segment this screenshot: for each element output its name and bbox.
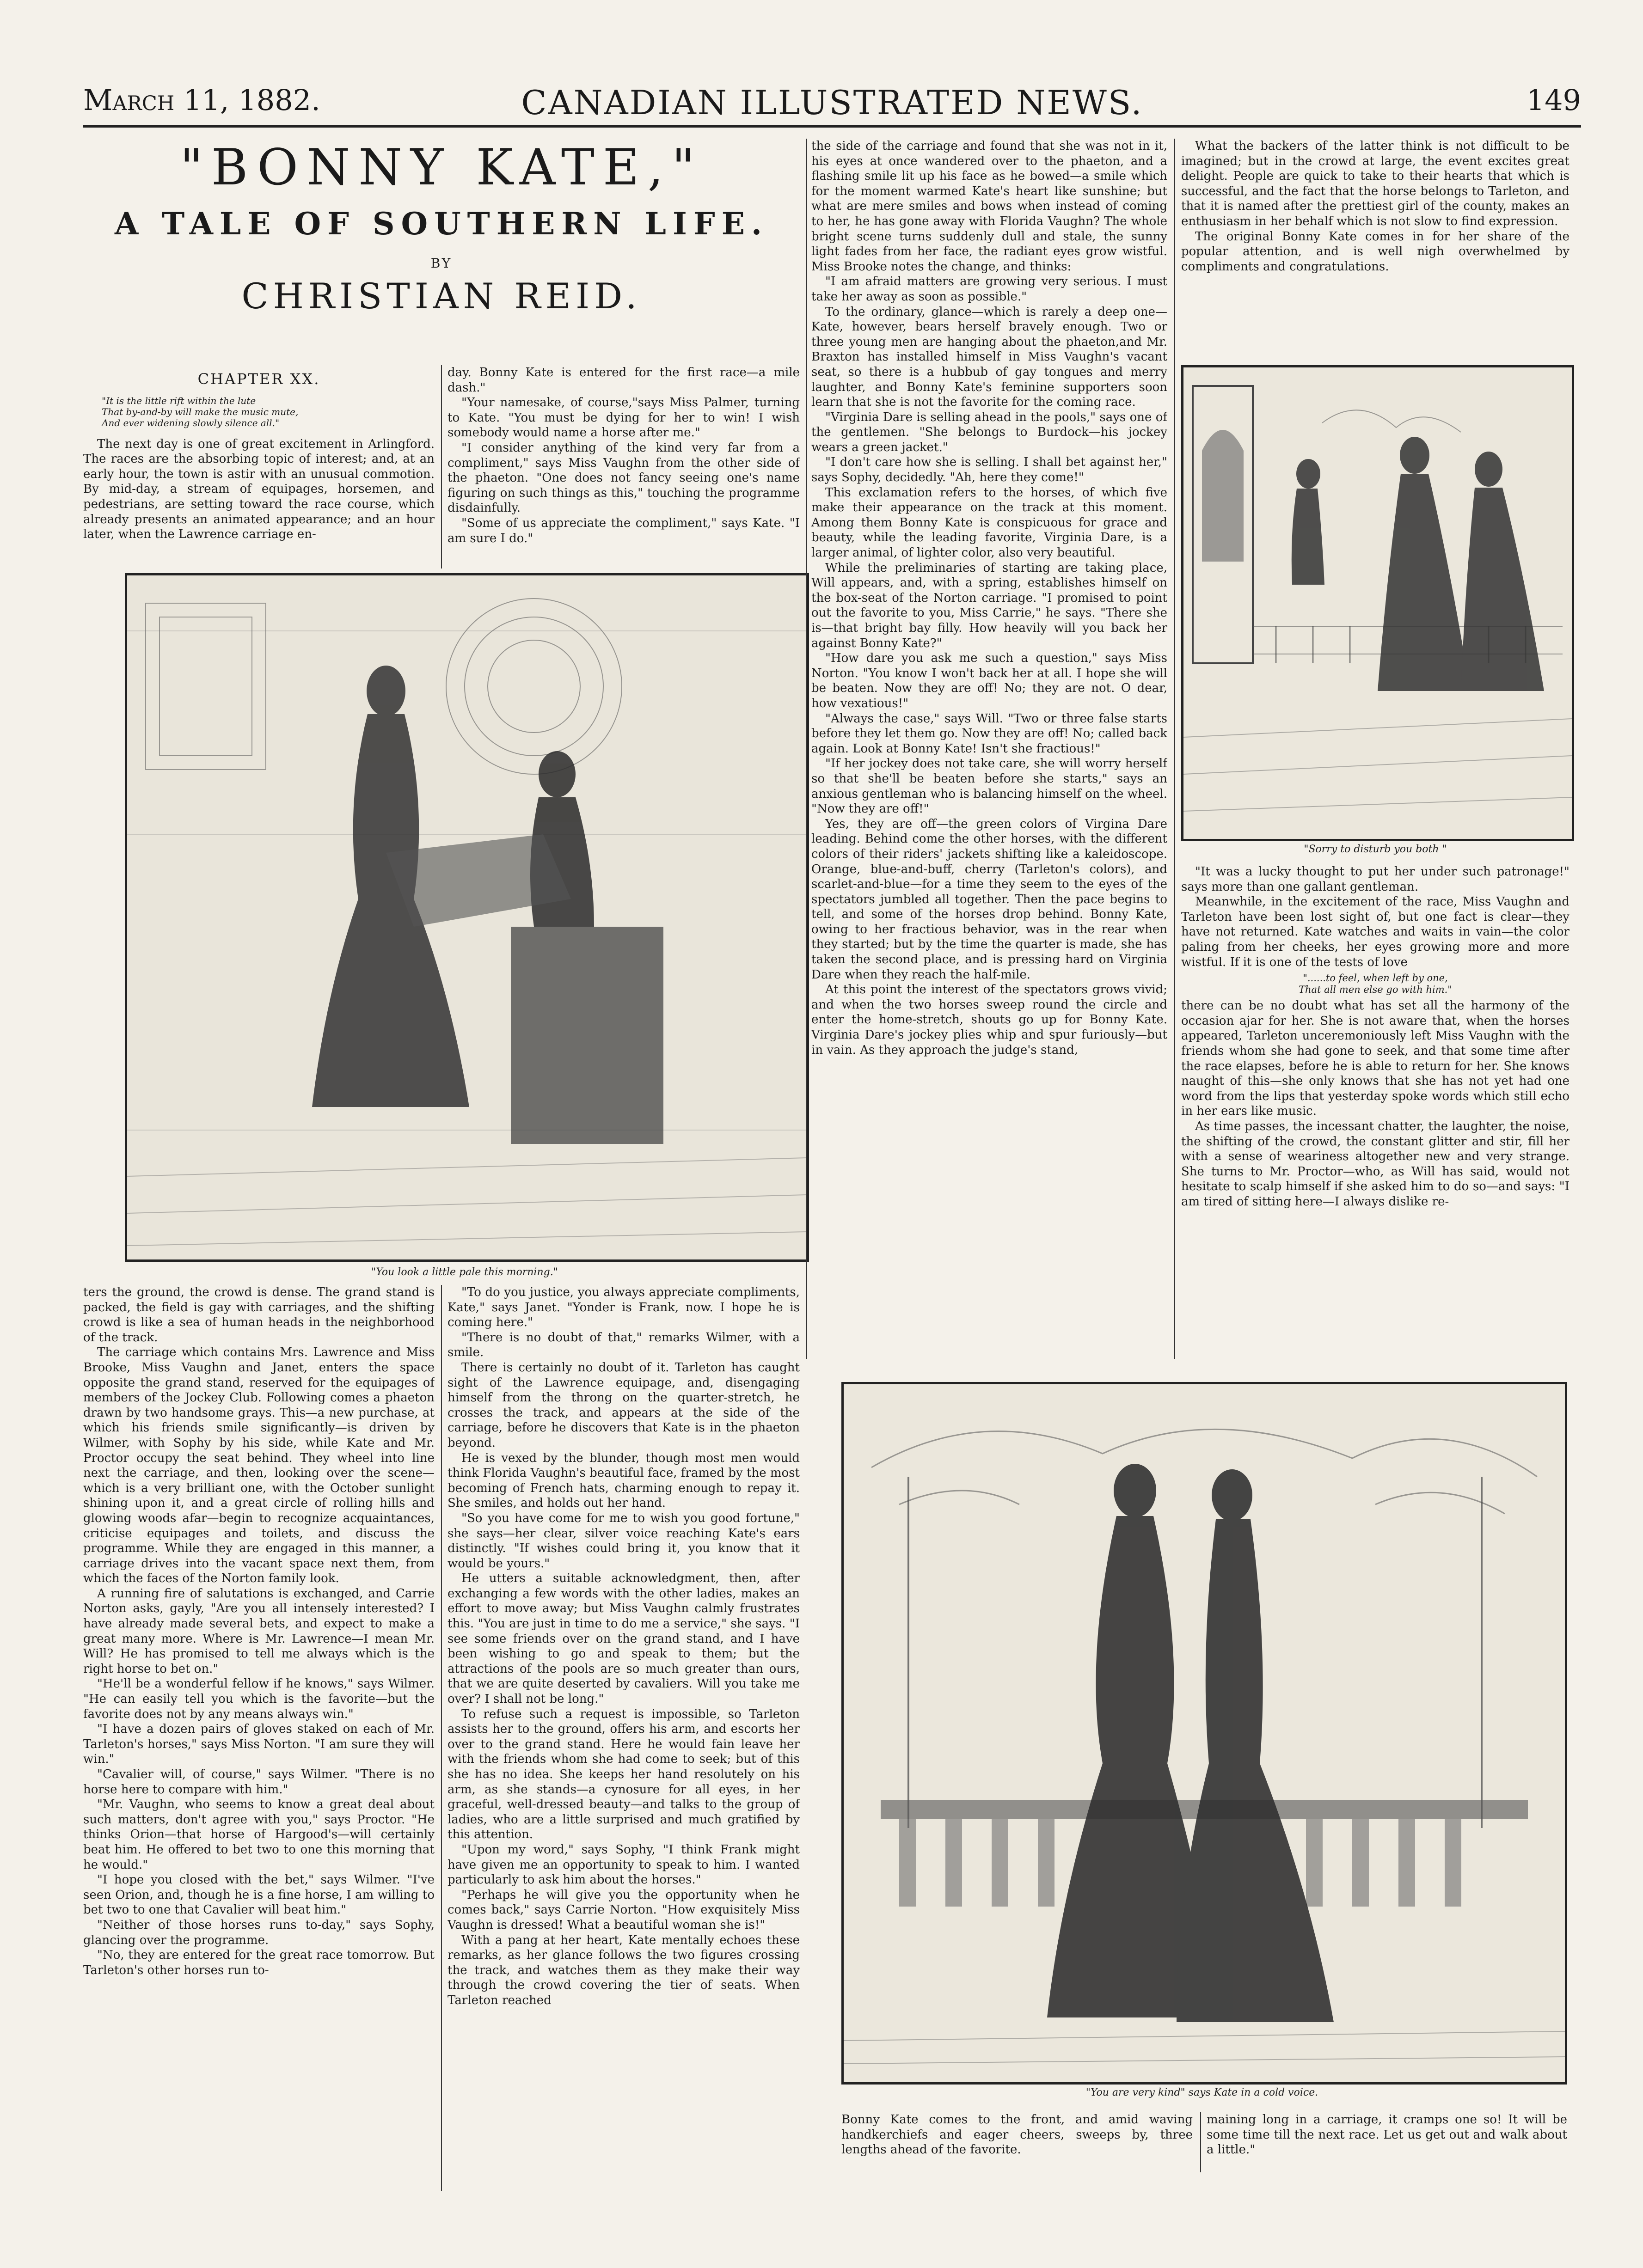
epigraph-line: And ever widening slowly silence all."	[102, 417, 280, 428]
column-rule	[1200, 2112, 1201, 2172]
paragraph: "Upon my word," says Sophy, "I think Frank might have given me an opportunity to speak to him. I wanted particularly to ask him about the horses."	[448, 1842, 800, 1887]
engraving-balcony	[844, 1384, 1565, 2082]
issue-date: March 11, 1882.	[83, 83, 320, 117]
epigraph-line: "It is the little rift within the lute	[102, 395, 256, 406]
paragraph: "Your namesake, of course,"says Miss Palmer, turning to Kate. "You must be dying for her to win! I wish somebody would name a horse after me."	[448, 396, 800, 440]
paragraph: ters the ground, the crowd is dense. The grand stand is packed, the field is gay with carriages, and the shifting crowd is like a sea of human heads in the neighborhood of the track.	[83, 1285, 435, 1345]
paragraph: day. Bonny Kate is entered for the first race—a mile dash."	[448, 366, 800, 395]
paragraph: "I have a dozen pairs of gloves staked on each of Mr. Tarleton's horses," says Miss Norton. "I am sure they will win."	[83, 1722, 435, 1767]
verse-line: "......to feel, when left by one,	[1303, 972, 1448, 984]
paragraph: He is vexed by the blunder, though most men would think Florida Vaughn's beautiful face, framed by the most becoming of French hats, charming enough to repay it. She smiles, and holds out her hand.	[448, 1451, 800, 1510]
column-2-bottom	[448, 1285, 800, 2191]
illustration-doorway	[1181, 365, 1574, 841]
column-2-top	[448, 365, 800, 564]
paragraph: the side of the carriage and found that she was not in it, his eyes at once wandered over to the phaeton, and a flashing smile lit up his face as he bowed—a smile which for the moment warmed Kate's heart like sunshine; but what are mere smiles and bows when instead of coming to her, he has gone away with Florida Vaughn? The whole bright scene turns suddenly dull and stale, the sunny light fades from her face, the radiant eyes grow wistful. Miss Brooke notes the change, and thinks:	[811, 139, 1167, 274]
story-subtitle: A TALE OF SOUTHERN LIFE.	[115, 206, 768, 242]
paragraph: With a pang at her heart, Kate mentally echoes these remarks, as her glance follows the two figures crossing the track, and watches them as they make their way through the crowd covering the tier of seats. When Tarleton reached	[448, 1933, 800, 2007]
illustration-balcony	[841, 1382, 1567, 2085]
paragraph: maining long in a carriage, it cramps one so! It will be some time till the next race. Let us get out and walk about a little."	[1207, 2113, 1567, 2157]
paragraph: The carriage which contains Mrs. Lawrence and Miss Brooke, Miss Vaughn and Janet, enters the space opposite the grand stand, reserved for the equipages of members of the Jockey Club. Following comes a phaeton drawn by two handsome grays. This—a new purchase, at which his friends smile significantly—is driven by Wilmer, with Sophy by his side, while Kate and Mr. Proctor occupy the seat behind. They wheel into line next the carriage, and then, looking over the scene—which is a very brilliant one, with the October sunlight shining upon it, and a great circle of rolling hills and glowing woods afar—begin to recognize acquaintances, criticise equipages and toilets, and discuss the programme. While they are engaged in this manner, a carriage drives into the vacant space next them, from which the faces of the Norton family look.	[83, 1345, 435, 1586]
paragraph: "I am afraid matters are growing very serious. I must take her away as soon as possible."	[811, 275, 1167, 304]
column-rule	[441, 365, 442, 569]
paragraph: Meanwhile, in the excitement of the race, Miss Vaughn and Tarleton have been lost sight of, but one fact is clear—they have not returned. Kate watches and waits in vain—the color paling from her cheeks, her eyes growing more and more wistful. If it is one of the tests of love	[1181, 895, 1569, 969]
paragraph: "Mr. Vaughn, who seems to know a great deal about such matters, don't agree with you," says Proctor. "He thinks Orion—that horse of Hargood's—will certainly beat him. He offered to bet two to one this morning that he would."	[83, 1797, 435, 1872]
paragraph: There is certainly no doubt of it. Tarleton has caught sight of the Lawrence equipage, and, disengaging himself from the throng on the quarter-stretch, he crosses the track, and appears at the side of the carriage, before he discovers that Kate is in the phaeton beyond.	[448, 1360, 800, 1450]
paragraph: Bonny Kate comes to the front, and amid waving handkerchiefs and eager cheers, sweeps by, three lengths ahead of the favorite.	[841, 2113, 1193, 2157]
running-head	[83, 74, 1581, 128]
chapter-heading: CHAPTER XX.	[197, 370, 320, 388]
paragraph: To refuse such a request is impossible, so Tarleton assists her to the ground, offers his arm, and escorts her over to the grand stand. Here he would fain leave her with the friends whom she had come to seek; but of this she has no idea. She keeps her hand resolutely on his arm, as she stands—a cynosure for all eyes, in her graceful, well-dressed beauty—and talks to the group of ladies, who are a little surprised and much gratified by this attention.	[448, 1707, 800, 1842]
column-1-bottom	[83, 1285, 435, 2191]
engraving-doorway	[1183, 367, 1572, 839]
epigraph	[102, 395, 435, 428]
page-number: 149	[1526, 83, 1581, 117]
paragraph: "No, they are entered for the great race tomorrow. But Tarleton's other horses run to-	[83, 1948, 435, 1977]
paragraph: "Cavalier will, of course," says Wilmer. "There is no horse here to compare with him."	[83, 1767, 435, 1797]
verse-quote	[1181, 972, 1569, 996]
verse-line: That all men else go with him."	[1299, 984, 1452, 996]
paragraph: "If her jockey does not take care, she will worry herself so that she'll be beaten before she starts," says an anxious gentleman who is balancing himself on the wheel. "Now they are off!"	[811, 757, 1167, 816]
paragraph: "To do you justice, you always appreciate compliments, Kate," says Janet. "Yonder is Frank, now. I hope he is coming here."	[448, 1285, 800, 1330]
paragraph: The original Bonny Kate comes in for her share of the popular attention, and is well nigh overwhelmed by compliments and congratulations.	[1181, 229, 1569, 274]
column-rule	[806, 139, 807, 1359]
paragraph: As time passes, the incessant chatter, the laughter, the noise, the shifting of the crowd, the constant glitter and stir, fill her with a sense of weariness altogether new and very strange. She turns to Mr. Proctor—who, as Will has said, would not hesitate to scalp himself if she asked him to do so—and says: "I am tired of sitting here—I always dislike re-	[1181, 1119, 1569, 1209]
paragraph: "He'll be a wonderful fellow if he knows," says Wilmer. "He can easily tell you which is the favorite—but the favorite does not by any means always win."	[83, 1677, 435, 1721]
paragraph: "Neither of those horses runs to-day," says Sophy, glancing over the programme.	[83, 1918, 435, 1947]
paragraph: At this point the interest of the spectators grows vivid; and when the two horses sweep round the circle and enter the home-stretch, shouts go up for Bonny Kate. Virginia Dare's jockey plies whip and spur furiously—but in vain. As they approach the judge's stand,	[811, 983, 1167, 1057]
illustration-caption: "You are very kind" says Kate in a cold voice.	[1085, 2087, 1318, 2098]
paragraph: "Always the case," says Will. "Two or three false starts before they let them go. Now they are off! No; called back again. Look at Bonny Kate! Isn't she fractious!"	[811, 711, 1167, 756]
paragraph: This exclamation refers to the horses, of which five make their appearance on the track at this moment. Among them Bonny Kate is conspicuous for grace and beauty, while the leading favorite, Virginia Dare, is a larger animal, of lighter color, also very beautiful.	[811, 485, 1167, 560]
story-title-block	[83, 139, 800, 317]
column-4-middle	[1181, 864, 1569, 1359]
column-1-top	[83, 365, 435, 578]
paragraph: "So you have come for me to wish you good fortune," she says—her clear, silver voice reaching Kate's ears distinctly. "If wishes could bring it, you know that it would be yours."	[448, 1511, 800, 1571]
story-title: "BONNY KATE,"	[180, 139, 703, 196]
paragraph: The next day is one of great excitement in Arlingford. The races are the absorbing topic of interest; and, at an early hour, the town is astir with an unusual commotion. By mid-day, a stream of equipages, horsemen, and pedestrians, are setting toward the race course, which already presents an animated appearance; and an hour later, when the Lawrence carriage en-	[83, 437, 435, 542]
paragraph: "I don't care how she is selling. I shall bet against her," says Sophy, decidedly. "Ah, here they come!"	[811, 455, 1167, 485]
paragraph: "It was a lucky thought to put her under such patronage!" says more than one gallant gentleman.	[1181, 865, 1569, 894]
paragraph: He utters a suitable acknowledgment, then, after exchanging a few words with the other ladies, makes an effort to move away; but Miss Vaughn calmly frustrates this. "You are just in time to do me a service," she says. "I see some friends over on the grand stand, and I have been wishing to go and speak to them; but the attractions of the pools are so much greater than ours, that we are quite deserted by cavaliers. Will you take me over? I shall not be long."	[448, 1571, 800, 1706]
column-rule	[441, 1285, 442, 2191]
column-rule	[1174, 139, 1175, 1359]
engraving-drawing-room	[127, 575, 807, 1259]
byline-label: BY	[430, 256, 453, 271]
paragraph: "Perhaps he will give you the opportunity when he comes back," says Carrie Norton. "How exquisitely Miss Vaughn is dressed! What a beautiful woman she is!"	[448, 1888, 800, 1932]
masthead: CANADIAN ILLUSTRATED NEWS.	[521, 83, 1143, 122]
paragraph: Yes, they are off—the green colors of Virgina Dare leading. Behind come the other horses, with the different colors of their riders' jackets shifting like a kaleidoscope. Orange, blue-and-buff, cherry (Tarleton's colors), and scarlet-and-blue—for a time they seem to the eyes of the spectators jumbled all together. Then the pace begins to tell, and some of the horses drop behind. Bonny Kate, owing to her fractious behavior, was in the rear when they started; but by the time the quarter is made, she has taken the second place, and is pressing hard on Virginia Dare when they reach the half-mile.	[811, 817, 1167, 982]
column-4-bottom	[1207, 2112, 1567, 2172]
column-4-top	[1181, 139, 1569, 356]
epigraph-line: That by-and-by will make the music mute,	[102, 406, 299, 417]
paragraph: A running fire of salutations is exchanged, and Carrie Norton asks, gayly, "Are you all intensely interested? I have already made several bets, and expect to make a great many more. Where is Mr. Lawrence—I mean Mr. Will? He has promised to tell me always which is the right horse to bet on."	[83, 1586, 435, 1676]
column-3-bottom	[841, 2112, 1193, 2172]
author-name: CHRISTIAN REID.	[241, 275, 642, 317]
paragraph: "I consider anything of the kind very far from a compliment," says Miss Vaughn from the other side of the phaeton. "One does not fancy seeing one's name figuring on such things as this," touching the programme disdainfully.	[448, 440, 800, 515]
column-3	[811, 139, 1167, 1359]
illustration-caption: "Sorry to disturb you both "	[1304, 844, 1447, 855]
paragraph: While the preliminaries of starting are taking place, Will appears, and, with a spring, establishes himself on the box-seat of the Norton carriage. "I promised to point out the favorite to you, Miss Carrie," he says. "There she is—that bright bay filly. How heavily will you back her against Bonny Kate?"	[811, 561, 1167, 650]
paragraph: "I hope you closed with the bet," says Wilmer. "I've seen Orion, and, though he is a fine horse, I am willing to bet two to one that Cavalier will beat him."	[83, 1873, 435, 1917]
illustration-caption: "You look a little pale this morning."	[371, 1266, 558, 1278]
paragraph: "There is no doubt of that," remarks Wilmer, with a smile.	[448, 1330, 800, 1360]
paragraph: "How dare you ask me such a question," says Miss Norton. "You know I won't back her at all. I hope she will be beaten. Now they are off! No; they are not. O dear, how vexatious!"	[811, 651, 1167, 710]
paragraph: "Virginia Dare is selling ahead in the pools," says one of the gentlemen. "She belongs to Burdock—his jockey wears a green jacket."	[811, 410, 1167, 454]
paragraph: "Some of us appreciate the compliment," says Kate. "I am sure I do."	[448, 516, 800, 545]
illustration-drawing-room	[125, 573, 809, 1262]
paragraph: there can be no doubt what has set all the harmony of the occasion ajar for her. She is not aware that, when the horses appeared, Tarleton unceremoniously left Miss Vaughn with the friends whom she had gone to seek, and that some time after the race elapses, before he is able to return for her. She knows naught of this—she only knows that she has not yet had one word from the lips that yesterday spoke words which still echo in her ears like music.	[1181, 999, 1569, 1119]
paragraph: To the ordinary, glance—which is rarely a deep one—Kate, however, bears herself bravely enough. Two or three young men are hanging about the phaeton,and Mr. Braxton has installed himself in Miss Vaughn's vacant seat, so there is a hubbub of gay tongues and merry laughter, and Bonny Kate's feminine supporters soon learn that she is not the favorite for the coming race.	[811, 305, 1167, 410]
paragraph: What the backers of the latter think is not difficult to be imagined; but in the crowd at large, the event excites great delight. People are quick to take to their hearts that which is successful, and the fact that the horse belongs to Tarleton, and that it is named after the prettiest girl of the county, makes an enthusiasm in her behalf which is not slow to find expression.	[1181, 139, 1569, 228]
